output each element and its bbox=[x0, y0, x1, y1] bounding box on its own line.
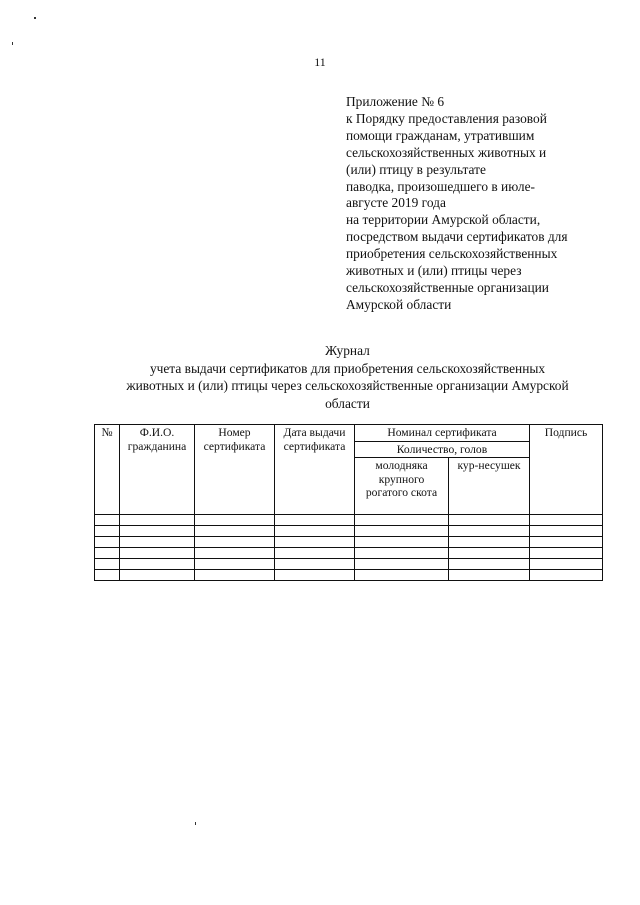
table-cell bbox=[195, 526, 275, 537]
appendix-line: Амурской области bbox=[346, 296, 452, 312]
table-cell bbox=[355, 515, 449, 526]
table-cell bbox=[449, 526, 530, 537]
header-cattle-line: крупного bbox=[378, 472, 425, 486]
table-cell bbox=[120, 548, 195, 559]
table-cell bbox=[275, 526, 355, 537]
header-cattle-line: молодняка bbox=[375, 459, 428, 472]
table-cell bbox=[355, 570, 449, 581]
appendix-line: приобретения сельскохозяйственных bbox=[346, 246, 558, 262]
table-cell bbox=[275, 515, 355, 526]
header-issue-date-line: сертификата bbox=[283, 439, 346, 453]
appendix-line: животных и (или) птицы через bbox=[346, 263, 522, 279]
header-fio-line: гражданина bbox=[127, 439, 187, 453]
scan-mark bbox=[12, 42, 13, 45]
appendix-line: паводка, произошедшего в июле- bbox=[346, 178, 535, 194]
table-cell bbox=[449, 570, 530, 581]
table-cell bbox=[195, 537, 275, 548]
header-cattle-line: рогатого скота bbox=[365, 486, 438, 499]
table-row bbox=[95, 526, 603, 537]
table-header-row bbox=[95, 425, 603, 442]
appendix-line: августе 2019 года bbox=[346, 195, 446, 211]
appendix-line: Приложение № 6 bbox=[346, 94, 445, 109]
table-cell bbox=[275, 559, 355, 570]
table-cell bbox=[195, 515, 275, 526]
journal-subtitle-line: области bbox=[325, 395, 370, 411]
header-hens: кур-несушек bbox=[449, 458, 530, 515]
table-cell bbox=[355, 526, 449, 537]
header-issue-date bbox=[275, 425, 355, 515]
appendix-line: на территории Амурской области, bbox=[346, 212, 541, 228]
table-cell bbox=[530, 570, 603, 581]
table-cell bbox=[355, 537, 449, 548]
scan-mark bbox=[195, 822, 196, 825]
table-cell bbox=[449, 559, 530, 570]
table-cell bbox=[355, 559, 449, 570]
table-cell bbox=[355, 548, 449, 559]
header-certificate-number-line: Номер bbox=[218, 426, 251, 439]
header-certificate-number-line: сертификата bbox=[203, 439, 266, 453]
table-row bbox=[95, 559, 603, 570]
table-row bbox=[95, 537, 603, 548]
table-cell bbox=[195, 559, 275, 570]
table-cell bbox=[120, 570, 195, 581]
table-cell bbox=[530, 559, 603, 570]
table-row bbox=[95, 548, 603, 559]
table-cell bbox=[95, 526, 120, 537]
table-cell bbox=[95, 559, 120, 570]
journal-table bbox=[94, 424, 603, 581]
journal-title-block bbox=[90, 342, 605, 412]
table-cell bbox=[95, 537, 120, 548]
header-certificate-number bbox=[195, 425, 275, 515]
appendix-line: посредством выдачи сертификатов для bbox=[346, 229, 568, 245]
journal-subtitle-line: учета выдачи сертификатов для приобретения сельскохозяйственных bbox=[149, 360, 546, 376]
table-cell bbox=[275, 537, 355, 548]
table-cell bbox=[95, 548, 120, 559]
table-cell bbox=[449, 537, 530, 548]
table-cell bbox=[449, 548, 530, 559]
appendix-heading bbox=[346, 94, 596, 314]
header-issue-date-line: Дата выдачи bbox=[283, 426, 346, 439]
table-cell bbox=[275, 570, 355, 581]
table-cell bbox=[120, 526, 195, 537]
header-signature: Подпись bbox=[530, 425, 603, 515]
table-cell bbox=[530, 526, 603, 537]
table-cell bbox=[449, 515, 530, 526]
table-cell bbox=[120, 537, 195, 548]
header-count: Количество, голов bbox=[355, 441, 530, 458]
table-cell bbox=[120, 559, 195, 570]
header-cattle bbox=[355, 458, 449, 515]
header-number: № bbox=[95, 425, 120, 515]
page-number: 11 bbox=[314, 55, 326, 69]
appendix-line: (или) птицу в результате bbox=[346, 161, 486, 177]
table-cell bbox=[530, 537, 603, 548]
header-nominal: Номинал сертификата bbox=[355, 425, 530, 442]
appendix-line: сельскохозяйственных животных и bbox=[346, 144, 547, 160]
table-cell bbox=[530, 515, 603, 526]
table-cell bbox=[195, 548, 275, 559]
appendix-line: помощи гражданам, утратившим bbox=[346, 127, 535, 143]
table-cell bbox=[275, 548, 355, 559]
table-row bbox=[95, 515, 603, 526]
journal-title: Журнал bbox=[325, 343, 370, 358]
table-row bbox=[95, 570, 603, 581]
table-cell bbox=[195, 570, 275, 581]
table-cell bbox=[120, 515, 195, 526]
header-fio-line: Ф.И.О. bbox=[139, 426, 175, 439]
appendix-line: сельскохозяйственные организации bbox=[346, 279, 549, 295]
appendix-line: к Порядку предоставления разовой bbox=[346, 110, 547, 126]
table-cell bbox=[95, 515, 120, 526]
journal-subtitle-line: животных и (или) птицы через сельскохозяйственные организации Амурской bbox=[126, 378, 569, 394]
table-cell bbox=[95, 570, 120, 581]
table-cell bbox=[530, 548, 603, 559]
header-fio bbox=[120, 425, 195, 515]
scan-mark bbox=[34, 17, 36, 19]
